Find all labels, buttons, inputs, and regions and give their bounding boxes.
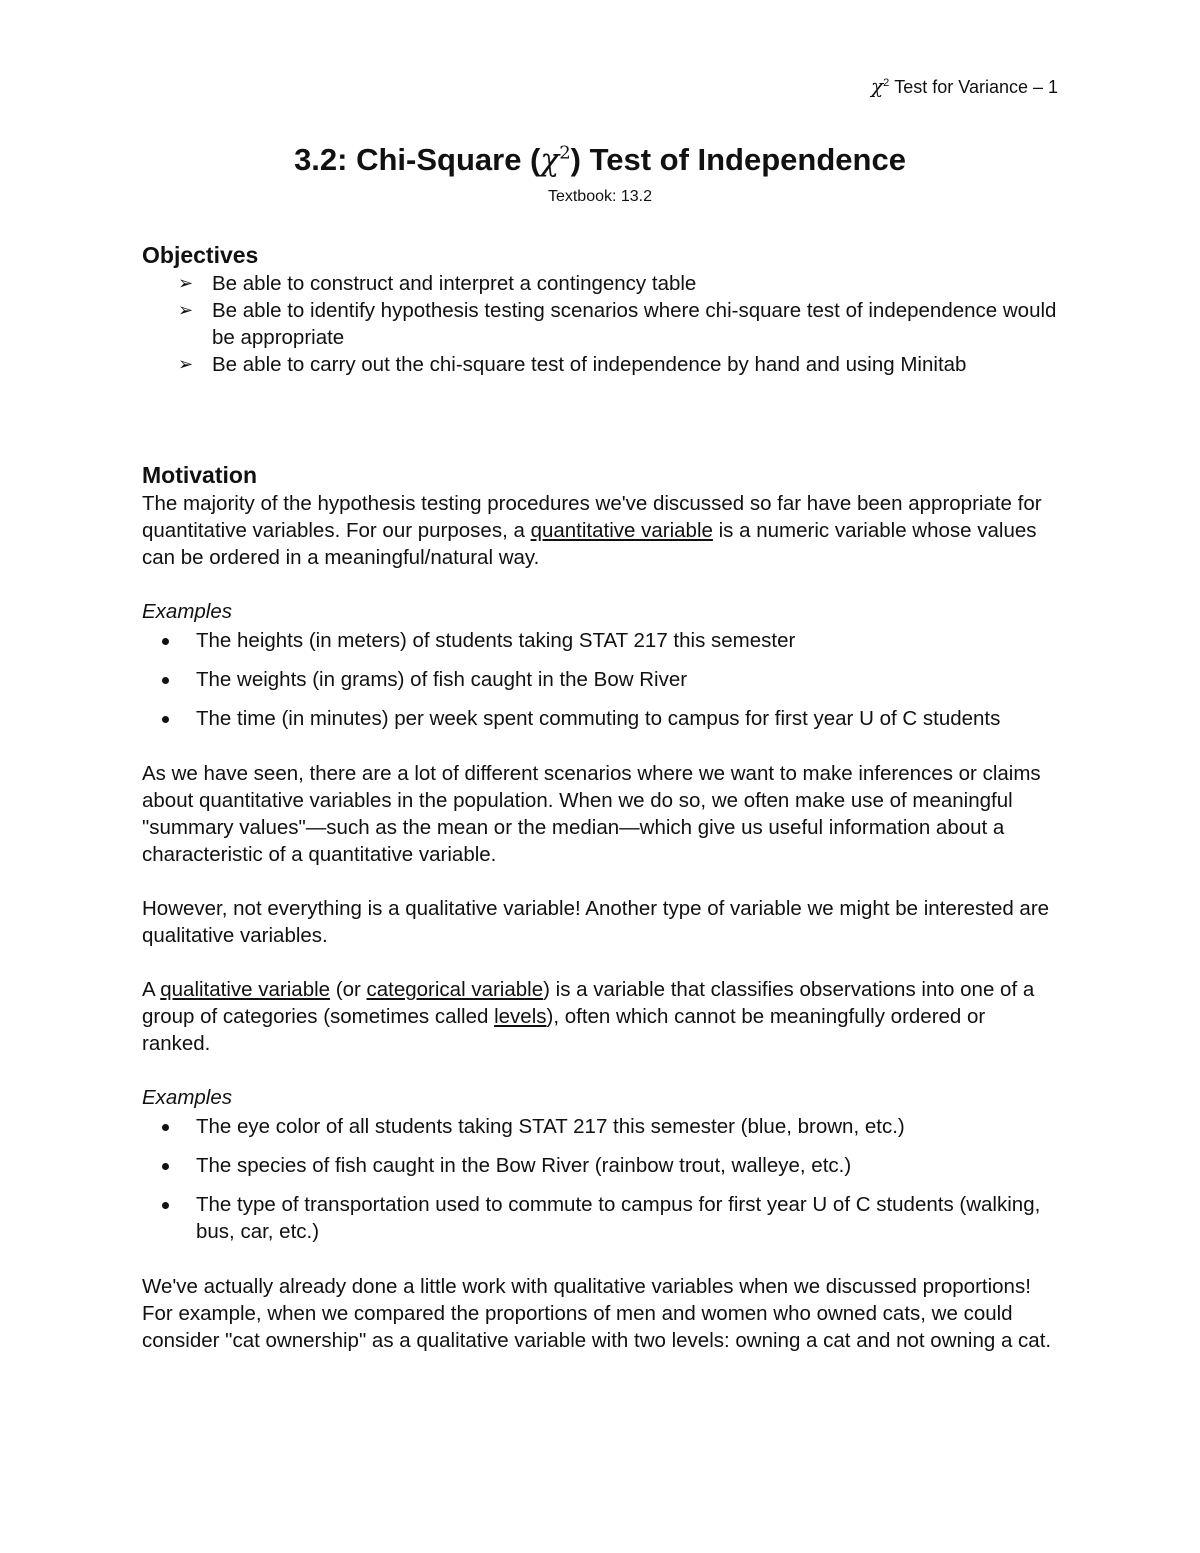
motivation-section bbox=[142, 460, 1058, 1354]
objectives-section bbox=[142, 240, 1058, 378]
title-suffix: ) Test of Independence bbox=[570, 142, 906, 177]
term-levels: levels bbox=[494, 1005, 547, 1028]
objective-item: ➢ Be able to identify hypothesis testing scenarios where chi-square test of independence would be appropriate bbox=[178, 299, 1057, 349]
list-item: The species of fish caught in the Bow River (rainbow trout, walleye, etc.) bbox=[142, 1152, 1058, 1179]
arrow-bullet-icon: ➢ bbox=[178, 273, 194, 293]
motivation-heading: Motivation bbox=[142, 462, 257, 488]
objective-item: ➢ Be able to construct and interpret a contingency table bbox=[178, 272, 697, 295]
quantitative-examples-list bbox=[142, 627, 1058, 732]
term-categorical-variable: categorical variable bbox=[366, 978, 544, 1001]
chi-superscript: 2 bbox=[883, 77, 890, 89]
objectives-heading: Objectives bbox=[142, 242, 259, 268]
list-item: The heights (in meters) of students taking STAT 217 this semester bbox=[142, 627, 1058, 654]
running-title: Test for Variance – 1 bbox=[889, 77, 1058, 97]
objective-item: ➢ Be able to carry out the chi-square test of independence by hand and using Minitab bbox=[178, 353, 967, 376]
list-item: The weights (in grams) of fish caught in the Bow River bbox=[142, 666, 1058, 693]
qualitative-examples-list bbox=[142, 1113, 1058, 1245]
objectives-list bbox=[142, 270, 1058, 378]
chi-symbol: χ bbox=[871, 74, 884, 98]
title-prefix: 3.2: Chi-Square ( bbox=[294, 142, 541, 177]
arrow-bullet-icon: ➢ bbox=[178, 354, 194, 374]
bullet-icon bbox=[162, 1163, 169, 1170]
running-header bbox=[871, 74, 1058, 98]
motivation-paragraph-1: The majority of the hypothesis testing procedures we've discussed so far have been appropriate for quantitative variables. For our purposes, a quantitative variable is a numeric variable whose values can be ordered in a meaningful/natural way. bbox=[142, 492, 1042, 569]
bullet-icon bbox=[162, 1124, 169, 1131]
examples-label: Examples bbox=[142, 600, 233, 623]
bullet-icon bbox=[162, 1202, 169, 1209]
page-title bbox=[0, 142, 1200, 178]
motivation-paragraph-2: As we have seen, there are a lot of different scenarios where we want to make inferences or claims about quantitative variables in the population. When we do so, we often make use of meaningful "summary values"—such as the mean or the median—which give us useful information about a characteristic of a quantitative variable. bbox=[142, 762, 1041, 866]
list-item: The eye color of all students taking STAT 217 this semester (blue, brown, etc.) bbox=[142, 1113, 1058, 1140]
bullet-icon bbox=[162, 677, 169, 684]
term-quantitative-variable: quantitative variable bbox=[530, 519, 713, 542]
bullet-icon bbox=[162, 716, 169, 723]
list-item: The time (in minutes) per week spent commuting to campus for first year U of C students bbox=[142, 705, 1058, 732]
motivation-paragraph-5: We've actually already done a little work with qualitative variables when we discussed proportions! For example, when we compared the proportions of men and women who owned cats, we could consider "cat ownership" as a qualitative variable with two levels: owning a cat and not owning a cat. bbox=[142, 1275, 1052, 1352]
motivation-paragraph-4: A qualitative variable (or categorical variable) is a variable that classifies observations into one of a group of categories (sometimes called levels), often which cannot be meaningfully ordered or ranked. bbox=[142, 978, 1035, 1055]
arrow-bullet-icon: ➢ bbox=[178, 300, 194, 320]
examples-label: Examples bbox=[142, 1086, 233, 1109]
textbook-reference: Textbook: 13.2 bbox=[547, 188, 653, 205]
list-item: The type of transportation used to commute to campus for first year U of C students (walking, bus, car, etc.) bbox=[142, 1191, 1058, 1245]
motivation-paragraph-3: However, not everything is a qualitative variable! Another type of variable we might be interested are qualitative variables. bbox=[142, 897, 1050, 947]
title-chi: $\chi^2$ bbox=[540, 142, 571, 178]
bullet-icon bbox=[162, 638, 169, 645]
term-qualitative-variable: qualitative variable bbox=[160, 978, 331, 1001]
